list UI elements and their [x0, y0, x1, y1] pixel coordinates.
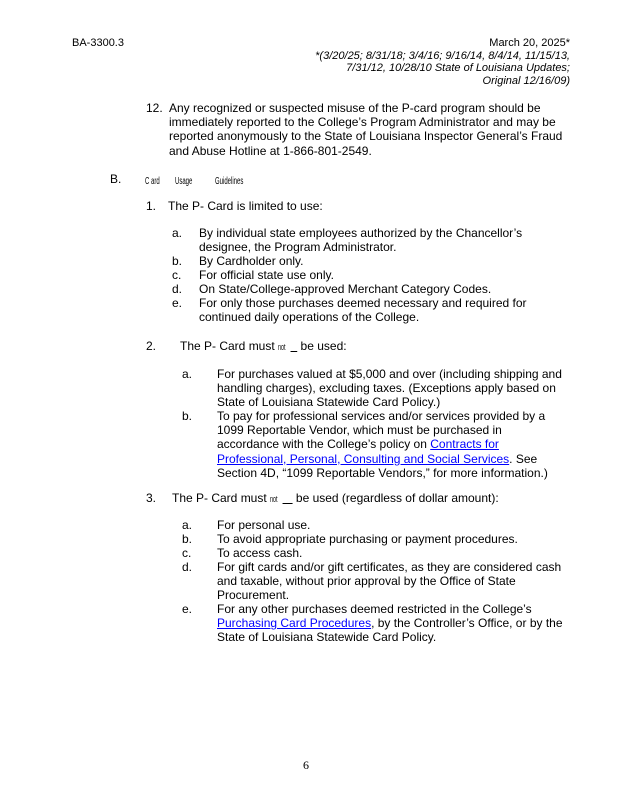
text-line: [217, 452, 548, 466]
subitem-text: [217, 409, 548, 480]
subitem-label: a.: [172, 226, 183, 240]
subitem-text: By Cardholder only.: [199, 254, 304, 268]
text-line: [217, 616, 563, 630]
heading-text: be used (regardless of dollar amount):: [292, 491, 499, 505]
subitem-text: [217, 602, 563, 645]
revision-history-line: 7/31/12, 10/28/10 State of Louisiana Updates;: [346, 62, 570, 74]
text-line: handling charges), excluding taxes. (Exceptions apply based on: [217, 381, 556, 396]
subitem-text: To access cash.: [217, 546, 303, 560]
subitem-label: a.: [182, 518, 193, 532]
subitem-text: On State/College-approved Merchant Category Codes.: [199, 282, 492, 296]
subitem-text: [217, 560, 561, 603]
text-run: . See: [509, 451, 538, 466]
contracts-policy-link[interactable]: Contracts for: [430, 437, 499, 452]
text-line: continued daily operations of the College.: [199, 310, 420, 325]
subitem-text: [199, 296, 527, 324]
text-line: State of Louisiana Statewide Card Policy.): [217, 395, 441, 410]
subitem-text: To avoid appropriate purchasing or payment procedures.: [217, 532, 518, 546]
section-title-word: C ard: [145, 176, 160, 187]
subitem-text: For personal use.: [217, 518, 311, 532]
text-line: and taxable, without prior approval by the Office of State: [217, 574, 516, 589]
text-line: Any recognized or suspected misuse of the P-card program should be: [169, 101, 541, 115]
heading-text: The P- Card must: [180, 339, 279, 353]
text-line: To pay for professional services and/or services provided by a: [217, 409, 546, 423]
contracts-policy-link-cont[interactable]: Professional, Personal, Consulting and Social Services: [217, 451, 510, 466]
emphasis-not: not: [278, 342, 286, 352]
section-letter: B.: [110, 172, 122, 186]
text-run: accordance with the College’s policy on: [217, 437, 431, 452]
text-line: By individual state employees authorized by the Chancellor’s: [199, 226, 523, 240]
revision-header: [315, 37, 570, 87]
subitem-label: e.: [172, 296, 183, 310]
item-heading: [180, 339, 347, 353]
text-run: , by the Controller’s Office, or by the: [371, 616, 563, 631]
subitem-label: e.: [182, 602, 193, 616]
text-line: immediately reported to the College’s Program Administrator and may be: [169, 115, 556, 130]
subitem-label: b.: [182, 532, 193, 546]
item-number: 2.: [146, 339, 157, 353]
text-line: For purchases valued at $5,000 and over (including shipping and: [217, 367, 562, 381]
item-number: 12.: [146, 101, 163, 115]
text-line: Section 4D, “1099 Reportable Vendors,” for more information.): [217, 465, 548, 480]
text-line: For gift cards and/or gift certificates, as they are considered cash: [217, 560, 562, 574]
text-line: reported anonymously to the State of Louisiana Inspector General’s Fraud: [169, 129, 563, 144]
item-number: 3.: [146, 491, 157, 505]
text-line: For any other purchases deemed restricted in the College’s: [217, 602, 532, 616]
revision-history-line: Original 12/16/09): [482, 74, 570, 87]
text-line: and Abuse Hotline at 1-866-801-2549.: [169, 143, 372, 158]
subitem-text: For official state use only.: [199, 268, 334, 282]
subitem-label: a.: [182, 367, 193, 381]
subitem-label: b.: [172, 254, 183, 268]
subitem-label: d.: [172, 282, 183, 296]
purchasing-card-procedures-link[interactable]: Purchasing Card Procedures: [217, 616, 372, 631]
emphasis-not: not: [270, 494, 278, 504]
section-title-word: Guidelines: [215, 176, 244, 187]
subitem-label: d.: [182, 560, 193, 574]
subitem-label: c.: [182, 546, 192, 560]
item-heading: [172, 491, 499, 505]
heading-text: The P- Card must: [172, 491, 271, 505]
revision-history-line: *(3/20/25; 8/31/18; 3/4/16; 9/16/14, 8/4/14, 11/15/13,: [315, 49, 570, 62]
text-line: [217, 437, 548, 451]
text-line: State of Louisiana Statewide Card Policy.: [217, 630, 437, 645]
subitem-label: c.: [172, 268, 182, 282]
subitem-label: b.: [182, 409, 193, 423]
revision-date: March 20, 2025*: [489, 37, 570, 49]
text-line: Procurement.: [217, 588, 290, 603]
page-number: 6: [303, 758, 309, 772]
document-id: BA-3300.3: [72, 37, 124, 49]
text-line: For only those purchases deemed necessary and required for: [199, 296, 527, 310]
subitem-text: [217, 367, 562, 410]
subitem-text: [199, 226, 522, 254]
item-heading: The P- Card is limited to use:: [168, 199, 323, 213]
section-title-word: Usage: [175, 176, 193, 187]
text-line: 1099 Reportable Vendor, which must be purchased in: [217, 423, 502, 438]
item-text: [169, 101, 562, 158]
text-line: designee, the Program Administrator.: [199, 240, 397, 255]
item-number: 1.: [146, 199, 157, 213]
heading-text: be used:: [297, 339, 347, 353]
